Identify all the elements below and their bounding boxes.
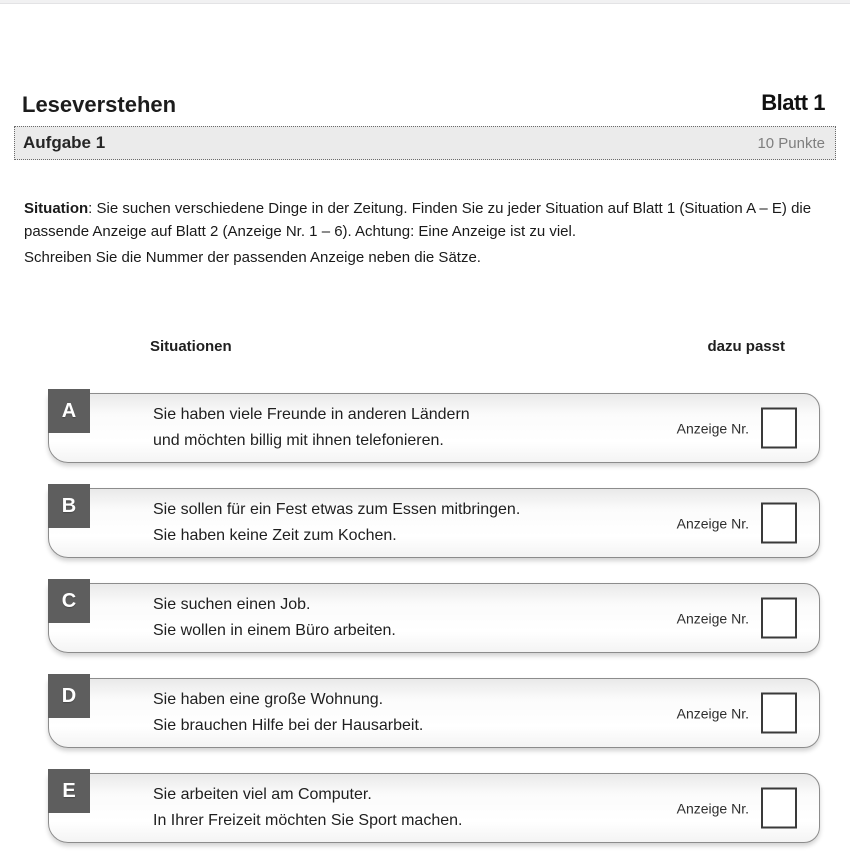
- situation-row-c: [48, 583, 820, 653]
- answer-group: [677, 693, 797, 734]
- row-letter-badge: C: [48, 579, 90, 623]
- answer-label: Anzeige Nr.: [676, 610, 749, 626]
- row-letter-badge: B: [48, 484, 90, 528]
- answer-box-b[interactable]: [761, 503, 797, 544]
- situation-line1: Sie arbeiten viel am Computer.: [153, 786, 372, 803]
- instructions-paragraph: [24, 197, 830, 243]
- situation-row-b: [48, 488, 820, 558]
- answer-label: Anzeige Nr.: [676, 705, 749, 721]
- row-letter-badge: E: [48, 769, 90, 813]
- column-header-situations: Situationen: [150, 338, 232, 355]
- situation-line2: Sie brauchen Hilfe bei der Hausarbeit.: [153, 717, 424, 734]
- page-title: Leseverstehen: [22, 92, 177, 117]
- answer-box-e[interactable]: [761, 788, 797, 829]
- instructions: [24, 197, 830, 269]
- sheet-number-label: Blatt 1: [761, 90, 825, 115]
- situation-line1: Sie haben eine große Wohnung.: [153, 691, 384, 708]
- situation-text: [153, 402, 633, 454]
- situation-line1: Sie haben viele Freunde in anderen Ländern: [153, 406, 470, 423]
- row-letter-badge: D: [48, 674, 90, 718]
- instructions-text: : Sie suchen verschiedene Dinge in der Zeitung. Finden Sie zu jeder Situation auf Blatt 1 (Situation A – E) die passende Anzeige auf Blatt 2 (Anzeige Nr. 1 – 6). Achtung: Eine Anzeige ist zu viel.: [24, 200, 812, 240]
- answer-group: [677, 788, 797, 829]
- column-headers: [0, 338, 850, 358]
- situation-row-d: [48, 678, 820, 748]
- answer-label: Anzeige Nr.: [676, 420, 749, 436]
- answer-label: Anzeige Nr.: [676, 515, 749, 531]
- row-letter-badge: A: [48, 389, 90, 433]
- points-label: 10 Punkte: [757, 134, 825, 152]
- answer-box-c[interactable]: [761, 598, 797, 639]
- situation-line1: Sie suchen einen Job.: [153, 596, 311, 613]
- situation-text: [153, 782, 633, 834]
- answer-label: Anzeige Nr.: [676, 800, 749, 816]
- situation-line2: Sie haben keine Zeit zum Kochen.: [153, 527, 397, 544]
- answer-group: [677, 408, 797, 449]
- situation-line2: Sie wollen in einem Büro arbeiten.: [153, 622, 396, 639]
- answer-box-d[interactable]: [761, 693, 797, 734]
- instructions-line2: Schreiben Sie die Nummer der passenden Anzeige neben die Sätze.: [24, 249, 481, 266]
- answer-box-a[interactable]: [761, 408, 797, 449]
- situation-text: [153, 592, 633, 644]
- page-top-edge: [0, 0, 850, 4]
- situation-text: [153, 497, 633, 549]
- column-header-dazu-passt: dazu passt: [707, 338, 785, 355]
- answer-group: [677, 598, 797, 639]
- situation-row-a: [48, 393, 820, 463]
- situation-line2: In Ihrer Freizeit möchten Sie Sport machen.: [153, 812, 463, 829]
- situation-line2: und möchten billig mit ihnen telefonieren.: [153, 432, 444, 449]
- situation-text: [153, 687, 633, 739]
- situation-row-e: [48, 773, 820, 843]
- task-header-bar: [14, 126, 836, 160]
- instructions-bold-word: Situation: [24, 200, 89, 217]
- task-label: Aufgabe 1: [23, 133, 106, 152]
- situation-line1: Sie sollen für ein Fest etwas zum Essen mitbringen.: [153, 501, 521, 518]
- answer-group: [677, 503, 797, 544]
